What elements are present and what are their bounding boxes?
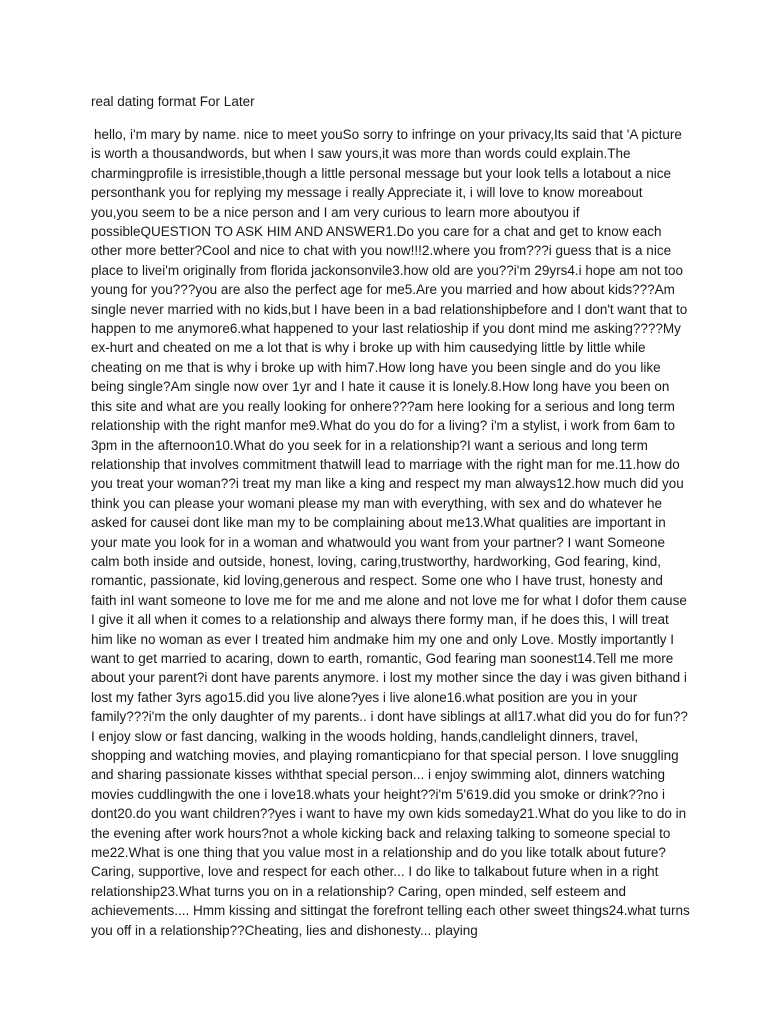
document-body (91, 125, 691, 940)
document-body-text: hello, i'm mary by name. nice to meet youSo sorry to infringe on your privacy,Its said that 'A picture is worth a thousandwords, but when I saw yours,it was more than words could explain.The charmingprofile is irresistible,though a little personal message but your look tells a lotabout a nice personthank you for replying my message i really Appreciate it, i will love to know moreabout you,you seem to be a nice person and I am very curious to learn more aboutyou if possibleQUESTION TO ASK HIM AND ANSWER1.Do you care for a chat and get to know each other more better?Cool and nice to chat with you now!!!2.where you from???i guess that is a nice place to livei'm originally from florida jackonsonvile3.how old are you??i'm 29yrs4.i hope am not too young for you???you are also the perfect age for me5.Are you married and how about kids???Am single never married with no kids,but I have been in a bad relationshipbefore and I don't want that to happen to me anymore6.what happened to your last relatioship if you dont mind me asking????My ex-hurt and cheated on me a lot that is why i broke up with him causedying little by little while cheating on me that is why i broke up with him7.How long have you been single and do you like being single?Am single now over 1yr and I hate it cause it is lonely.8.How long have you been on this site and what are you really looking for onhere???am here looking for a serious and long term relationship with the right manfor me9.What do you do for a living? i'm a stylist, i work from 6am to 3pm in the afternoon10.What do you seek for in a relationship?I want a serious and long term relationship that involves commitment thatwill lead to marriage with the right man for me.11.how do you treat your woman??i treat my man like a king and respect my man always12.how much did you think you can please your womani please my man with everything, with sex and do whatever he asked for causei dont like man my to be complaining about me13.What qualities are important in your mate you look for in a woman and whatwould you want from your partner? I want Someone calm both inside and outside, honest, loving, caring,trustworthy, hardworking, God fearing, kind, romantic, passionate, kid loving,generous and respect. Some one who I have trust, honesty and faith inI want someone to love me for me and me alone and not love me for what I dofor them cause I give it all when it comes to a relationship and always there formy man, if he does this, I will treat him like no woman as ever I treated him andmake him my one and only Love. Mostly importantly I want to get married to acaring, down to earth, romantic, God fearing man soonest14.Tell me more about your parent?i dont have parents anymore. i lost my mother since the day i was given bithand i lost my father 3yrs ago15.did you live alone?yes i live alone16.what position are you in your family???i'm the only daughter of my parents.. i dont have siblings at all17.what did you do for fun??I enjoy slow or fast dancing, walking in the woods holding, hands,candlelight dinners, travel, shopping and watching movies, and playing romanticpiano for that special person. I love snuggling and sharing passionate kisses withthat special person... i enjoy swimming alot, dinners watching movies cuddlingwith the one i love18.whats your height??i'm 5'619.did you smoke or drink??no i dont20.do you want children??yes i want to have my own kids someday21.What do you like to do in the evening after work hours?not a whole kicking back and relaxing talking to someone special to me22.What is one thing that you value most in a relationship and do you like totalk about future?Caring, supportive, love and respect for each other... I do like to talkabout future when in a right relationship23.What turns you on in a relationship? Caring, open minded, self esteem and achievements.... Hmm kissing and sittingat the forefront telling each other sweet things24.what turns you off in a relationship??Cheating, lies and dishonesty... playing (91, 127, 690, 938)
document-title: real dating format For Later (91, 94, 255, 109)
